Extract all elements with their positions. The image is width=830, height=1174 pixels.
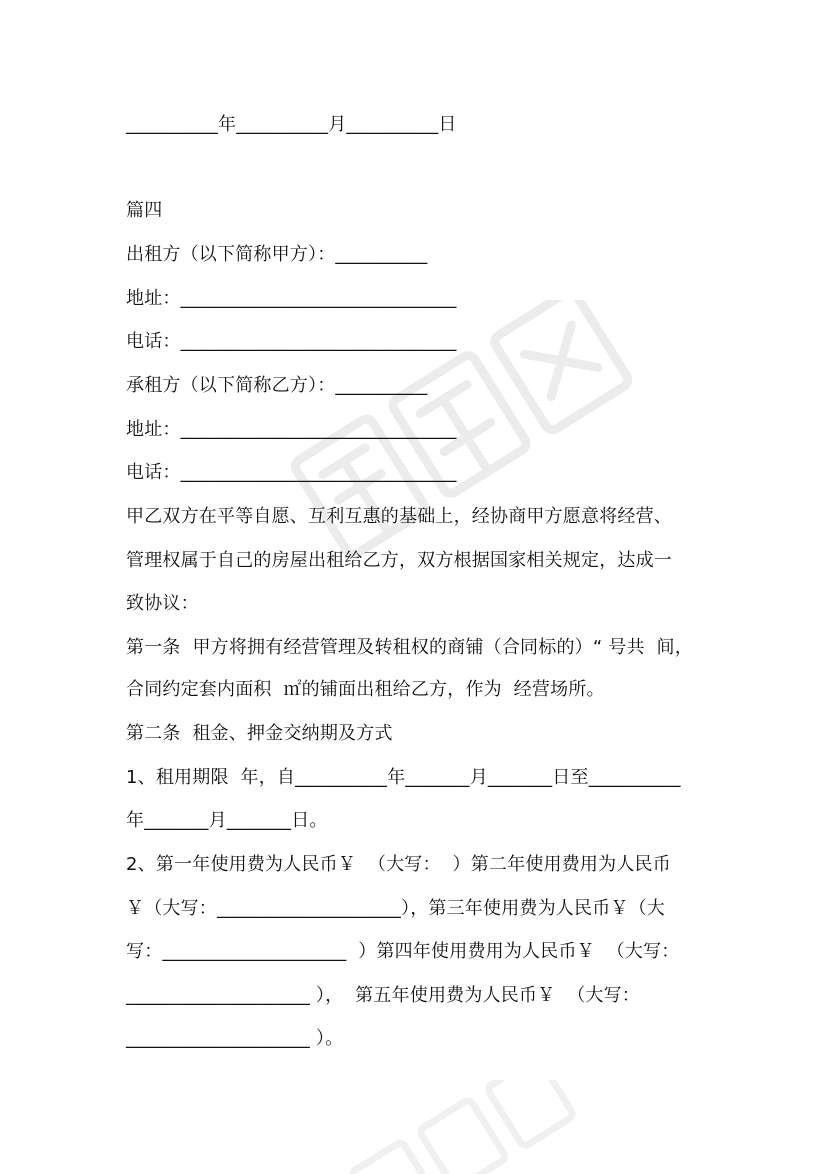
- intro-paragraph-line-2: 管理权属于自己的房屋出租给乙方，双方根据国家相关规定，达成一: [126, 550, 672, 571]
- article-2-title: 第二条 租金、押金交纳期及方式: [126, 723, 393, 744]
- watermark-logo-bottom: [330, 1080, 590, 1174]
- lessee-phone-line: 电话：______________________________: [126, 462, 457, 483]
- article-1-line-1: 第一条 甲方将拥有经营管理及转租权的商铺（合同标的）“ 号共 间，: [126, 637, 693, 658]
- item-2-line-2: ￥（大写：____________________），第三年使用费为人民币￥（大: [126, 898, 665, 919]
- item-2-line-5: ____________________ ）。: [126, 1028, 344, 1049]
- lessee-address-line: 地址：______________________________: [126, 419, 457, 440]
- item-2-line-1: 2、第一年使用费为人民币￥ （大写： ）第二年使用费用为人民币: [126, 854, 671, 875]
- section-title: 篇四: [126, 200, 163, 221]
- date-line: __________年__________月__________日: [126, 114, 457, 135]
- intro-paragraph-line-1: 甲乙双方在平等自愿、互利互惠的基础上，经协商甲方愿意将经营、: [126, 506, 672, 527]
- lessor-phone-line: 电话：______________________________: [126, 331, 457, 352]
- lessee-line: 承租方（以下简称乙方）：__________: [126, 375, 428, 396]
- item-1-line-2: 年_______月_______日。: [126, 810, 328, 831]
- article-1-line-2: 合同约定套内面积 ㎡的铺面出租给乙方，作为 经营场所。: [126, 679, 605, 700]
- item-2-line-3: 写：____________________ ）第四年使用费用为人民币￥ （大写：: [126, 941, 680, 962]
- intro-paragraph-line-3: 致协议：: [126, 593, 199, 614]
- item-1-line-1: 1、租用期限 年，自__________年_______月_______日至__________: [126, 767, 681, 788]
- lessor-address-line: 地址：______________________________: [126, 288, 457, 309]
- item-2-line-4: ____________________ ）， 第五年使用费为人民币￥ （大写：: [126, 985, 641, 1006]
- lessor-line: 出租方（以下简称甲方）：__________: [126, 244, 428, 265]
